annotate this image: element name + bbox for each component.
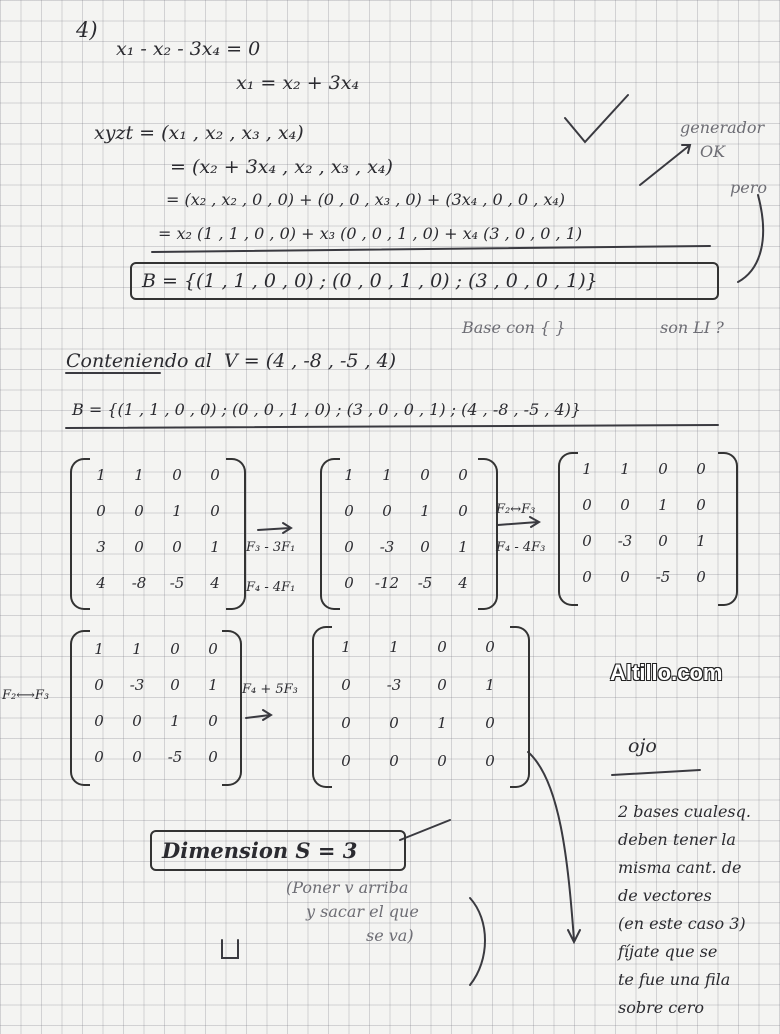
note-line: (Poner v arriba <box>286 878 409 897</box>
matrix-cell: 0 <box>485 714 495 732</box>
matrix-cell: -5 <box>655 568 671 586</box>
matrix-cell: 0 <box>696 460 706 478</box>
matrix-5-right-bracket <box>510 626 530 788</box>
matrix-cell: 1 <box>582 460 592 478</box>
matrix-cell: 0 <box>344 538 354 556</box>
problem-number: 4) <box>76 18 98 42</box>
matrix-cell: 0 <box>620 568 630 586</box>
matrix-cell: 0 <box>134 502 144 520</box>
matrix-cell: 0 <box>172 466 182 484</box>
matrix-cell: 0 <box>341 676 351 694</box>
row-op-2b: F₄ - 4F₃ <box>496 540 546 555</box>
matrix-cell: -3 <box>386 676 402 694</box>
matrix-cell: 0 <box>696 496 706 514</box>
matrix-cell: 1 <box>341 638 351 656</box>
matrix-cell: 0 <box>170 640 180 658</box>
matrix-cell: 0 <box>94 712 104 730</box>
matrix-5 <box>322 638 514 770</box>
matrix-cell: -3 <box>617 532 633 550</box>
matrix-cell: 0 <box>437 638 447 656</box>
row-op-1b: F₄ - 4F₁ <box>246 580 296 595</box>
equation-line-1: x₁ - x₂ - 3x₄ = 0 <box>116 38 261 60</box>
matrix-2 <box>330 466 482 592</box>
matrix-cell: -3 <box>379 538 395 556</box>
check-mark-icon <box>565 95 628 142</box>
matrix-cell: 1 <box>382 466 392 484</box>
matrix-cell: 0 <box>208 748 218 766</box>
matrix-cell: 4 <box>458 574 468 592</box>
matrix-cell: 1 <box>389 638 399 656</box>
matrix-cell: 0 <box>620 496 630 514</box>
matrix-4 <box>80 640 232 766</box>
note-line: (en este caso 3) <box>618 914 746 933</box>
matrix-cell: 0 <box>208 640 218 658</box>
matrix-cell: 1 <box>172 502 182 520</box>
matrix-cell: 0 <box>420 466 430 484</box>
matrix-cell: -12 <box>374 574 400 592</box>
matrix-cell: 0 <box>344 574 354 592</box>
matrix-cell: 0 <box>437 676 447 694</box>
matrix-cell: -5 <box>167 748 183 766</box>
matrix-3 <box>568 460 720 586</box>
matrix-4-right-bracket <box>222 630 242 786</box>
equation-line-2: x₁ = x₂ + 3x₄ <box>236 72 360 94</box>
matrix-cell: 0 <box>485 638 495 656</box>
row-op-2a: F₂↔F₃ <box>496 502 536 517</box>
row-op-1a: F₃ - 3F₁ <box>246 540 296 555</box>
matrix-cell: 4 <box>96 574 106 592</box>
matrix-cell: 0 <box>132 748 142 766</box>
matrix-cell: 0 <box>437 752 447 770</box>
matrix-cell: 0 <box>134 538 144 556</box>
matrix-3-right-bracket <box>718 452 738 606</box>
note-line: y sacar el que <box>306 902 419 921</box>
matrix-cell: 0 <box>582 568 592 586</box>
substitution-line-1: = (x₂ + 3x₄ , x₂ , x₃ , x₄) <box>170 156 393 178</box>
matrix-cell: 0 <box>344 502 354 520</box>
matrix-cell: 0 <box>94 676 104 694</box>
matrix-cell: 0 <box>458 466 468 484</box>
matrix-cell: 0 <box>382 502 392 520</box>
matrix-cell: 1 <box>485 676 495 694</box>
matrix-cell: -3 <box>129 676 145 694</box>
note-line: misma cant. de <box>618 858 742 877</box>
matrix-cell: 1 <box>696 532 706 550</box>
containing-label: Conteniendo al <box>66 350 212 372</box>
note-line: fíjate que se <box>618 942 718 961</box>
matrix-cell: 1 <box>134 466 144 484</box>
containing-vector: V = (4 , -8 , -5 , 4) <box>224 350 397 372</box>
matrix-cell: 0 <box>582 532 592 550</box>
matrix-cell: 0 <box>96 502 106 520</box>
matrix-cell: 0 <box>420 538 430 556</box>
note-line: 2 bases cualesq. <box>618 802 751 821</box>
matrix-cell: 0 <box>696 568 706 586</box>
basis-extended: B = {(1 , 1 , 0 , 0) ; (0 , 0 , 1 , 0) ; (3 , 0 , 0 , 1) ; (4 , -8 , -5 , 4)} <box>72 400 582 419</box>
matrix-cell: 0 <box>170 676 180 694</box>
matrix-cell: 0 <box>658 532 668 550</box>
note-line: de vectores <box>618 886 712 905</box>
matrix-cell: 0 <box>582 496 592 514</box>
basis-box: B = {(1 , 1 , 0 , 0) ; (0 , 0 , 1 , 0) ; (3 , 0 , 0 , 1)} <box>130 262 719 300</box>
matrix-cell: 0 <box>94 748 104 766</box>
matrix-cell: -8 <box>131 574 147 592</box>
matrix-1 <box>82 466 234 592</box>
matrix-cell: 1 <box>96 466 106 484</box>
matrix-cell: 0 <box>389 752 399 770</box>
altillo-watermark: Altillo.com <box>610 660 723 685</box>
matrix-cell: 1 <box>208 676 218 694</box>
matrix-1-right-bracket <box>226 458 246 610</box>
matrix-cell: 0 <box>341 714 351 732</box>
matrix-2-right-bracket <box>478 458 498 610</box>
note-line: se va) <box>366 926 414 945</box>
matrix-cell: 1 <box>658 496 668 514</box>
matrix-cell: 0 <box>458 502 468 520</box>
margin-note-ok: OK <box>700 142 726 161</box>
matrix-cell: 3 <box>96 538 106 556</box>
margin-note-son-li: son LI ? <box>660 318 724 337</box>
matrix-cell: 1 <box>344 466 354 484</box>
matrix-cell: 0 <box>208 712 218 730</box>
two-bases-note <box>618 798 778 1022</box>
result-note <box>286 876 419 948</box>
matrix-cell: 1 <box>437 714 447 732</box>
matrix-cell: 0 <box>172 538 182 556</box>
xyzt-line: xyzt = (x₁ , x₂ , x₃ , x₄) <box>94 122 304 144</box>
matrix-cell: -5 <box>169 574 185 592</box>
matrix-cell: 1 <box>458 538 468 556</box>
note-line: te fue una fila <box>618 970 731 989</box>
matrix-cell: 0 <box>658 460 668 478</box>
matrix-cell: 0 <box>210 502 220 520</box>
substitution-line-3: = x₂ (1 , 1 , 0 , 0) + x₃ (0 , 0 , 1 , 0) + x₄ (3 , 0 , 0 , 1) <box>158 224 583 243</box>
matrix-cell: 1 <box>94 640 104 658</box>
margin-note-generador: generador <box>680 118 765 137</box>
row-op-3: F₂⟷F₃ <box>2 688 50 703</box>
matrix-cell: 0 <box>132 712 142 730</box>
margin-note-pero: pero <box>730 178 767 197</box>
matrix-cell: 1 <box>210 538 220 556</box>
note-line: sobre cero <box>618 998 704 1017</box>
matrix-cell: 0 <box>485 752 495 770</box>
matrix-cell: 0 <box>210 466 220 484</box>
note-line: deben tener la <box>618 830 736 849</box>
matrix-cell: 1 <box>170 712 180 730</box>
matrix-cell: 0 <box>389 714 399 732</box>
matrix-cell: 1 <box>420 502 430 520</box>
matrix-cell: -5 <box>417 574 433 592</box>
ojo-note: ojo <box>628 735 657 757</box>
row-op-4: F₄ + 5F₃ <box>242 682 298 697</box>
basis-note: Base con { } <box>462 318 566 337</box>
matrix-cell: 1 <box>620 460 630 478</box>
matrix-cell: 0 <box>341 752 351 770</box>
matrix-cell: 1 <box>132 640 142 658</box>
substitution-line-2: = (x₂ , x₂ , 0 , 0) + (0 , 0 , x₃ , 0) + (3x₄ , 0 , 0 , x₄) <box>166 190 566 209</box>
matrix-cell: 4 <box>210 574 220 592</box>
dimension-result-box: Dimension S = 3 <box>150 830 406 871</box>
